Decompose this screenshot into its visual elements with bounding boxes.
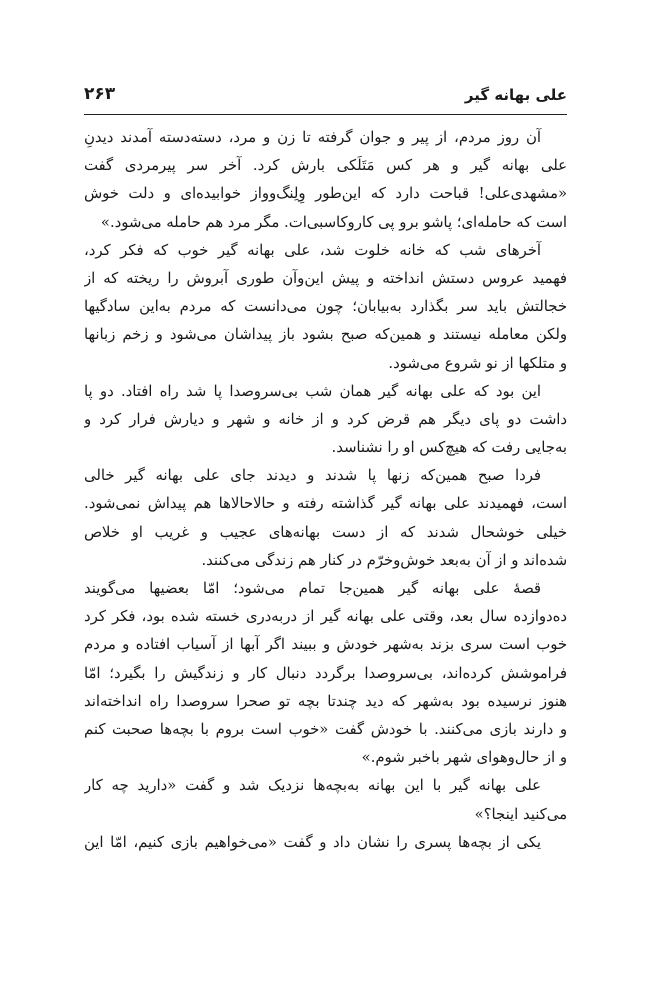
text-line: علی بهانه گیر و هر کس مَتَلَکی بارش کرد. آخر سر پیرمردی گفت xyxy=(84,157,567,175)
text-line: فراموشش کرده‌اند، بی‌سروصدا برگردد دنبال کار و زندگیش را بگیرد؛ امّا xyxy=(84,664,567,682)
text-line: به‌جایی رفت که هیچ‌کس او را نشناسد. xyxy=(331,439,567,457)
text-line: یکی از بچه‌ها پسری را نشان داد و گفت «می‌خواهیم بازی کنیم، امّا این xyxy=(84,833,541,851)
text-line: این بود که علی بهانه گیر همان شب بی‌سروصدا پا شد راه افتاد. دو پا xyxy=(84,382,541,400)
page-number: ۲۶۳ xyxy=(84,84,116,104)
text-line: داشت دو پای دیگر هم قرض کرد و از خانه و شهر و دیارش فرار کرد و xyxy=(84,410,567,428)
text-line: خوب است سری بزند به‌شهر خودش و ببیند اگر آبها از آسیاب افتاده و مردم xyxy=(84,636,567,654)
text-line: و دارند بازی می‌کنند. با خودش گفت «خوب است بروم با بچه‌ها صحبت کنم xyxy=(84,720,567,738)
running-header xyxy=(84,82,567,115)
text-line: ولکن معامله نیستند و همین‌که صبح بشود باز پیداشان می‌شود و زخم زبانها xyxy=(84,326,567,344)
text-line: فهمید عروس دستش انداخته و پیش این‌وآن طوری آبروش را ریخته که از xyxy=(84,269,567,287)
text-line: و متلکها از نو شروع می‌شود. xyxy=(388,354,567,372)
text-line: «مشهدی‌علی! قباحت دارد که این‌طور وِلِنگ‌وواز خوابیده‌ای و دلت خوش xyxy=(84,185,567,203)
text-line: آن روز مردم، از پیر و جوان گرفته تا زن و مرد، دسته‌دسته آمدند دیدنِ xyxy=(84,129,541,146)
text-line: می‌کنید اینجا؟» xyxy=(474,805,567,823)
text-line: فردا صبح همین‌که زنها پا شدند و دیدند جای علی بهانه گیر خالی xyxy=(84,467,541,485)
text-line: شده‌اند و از آن به‌بعد خوش‌وخرّم در کنار هم زندگی می‌کنند. xyxy=(201,551,567,569)
text-line: قصهٔ علی بهانه گیر همین‌جا تمام می‌شود؛ امّا بعضیها می‌گویند xyxy=(84,580,541,597)
text-line: هنوز نرسیده بود به‌شهر که دید چندتا بچه تو صحرا سروصدا راه انداخته‌اند xyxy=(84,692,567,710)
text-line: است، فهمیدند علی بهانه گیر گذاشته رفته و حالاحالاها هم پیداش نمی‌شود. xyxy=(84,495,567,513)
text-line: آخرهای شب که خانه خلوت شد، علی بهانه گیر خوب که فکر کرد، xyxy=(84,241,541,259)
text-line: خیلی خوشحال شدند که از دست بهانه‌های عجیب و غریب او خلاص xyxy=(84,523,567,541)
text-line: است که حامله‌ای؛ پاشو برو پی کاروکاسبی‌ات. مگر مرد هم حامله می‌شود.» xyxy=(100,213,567,231)
body-text xyxy=(84,124,567,857)
chapter-title: علی بهانه گیر xyxy=(464,86,567,104)
text-line: علی بهانه گیر با این بهانه به‌بچه‌ها نزدیک شد و گفت «دارید چه کار xyxy=(84,777,541,795)
text-line: ده‌دوازده سال بعد، وقتی علی بهانه گیر از دربه‌دری خسته شده بود، فکر کرد xyxy=(84,608,567,626)
text-line: خجالتش باید سر بگذارد به‌بیابان؛ چون می‌دانست که مردم به‌این سادگیها xyxy=(84,298,567,316)
text-line: و از حال‌وهوای شهر باخبر شوم.» xyxy=(361,749,567,767)
